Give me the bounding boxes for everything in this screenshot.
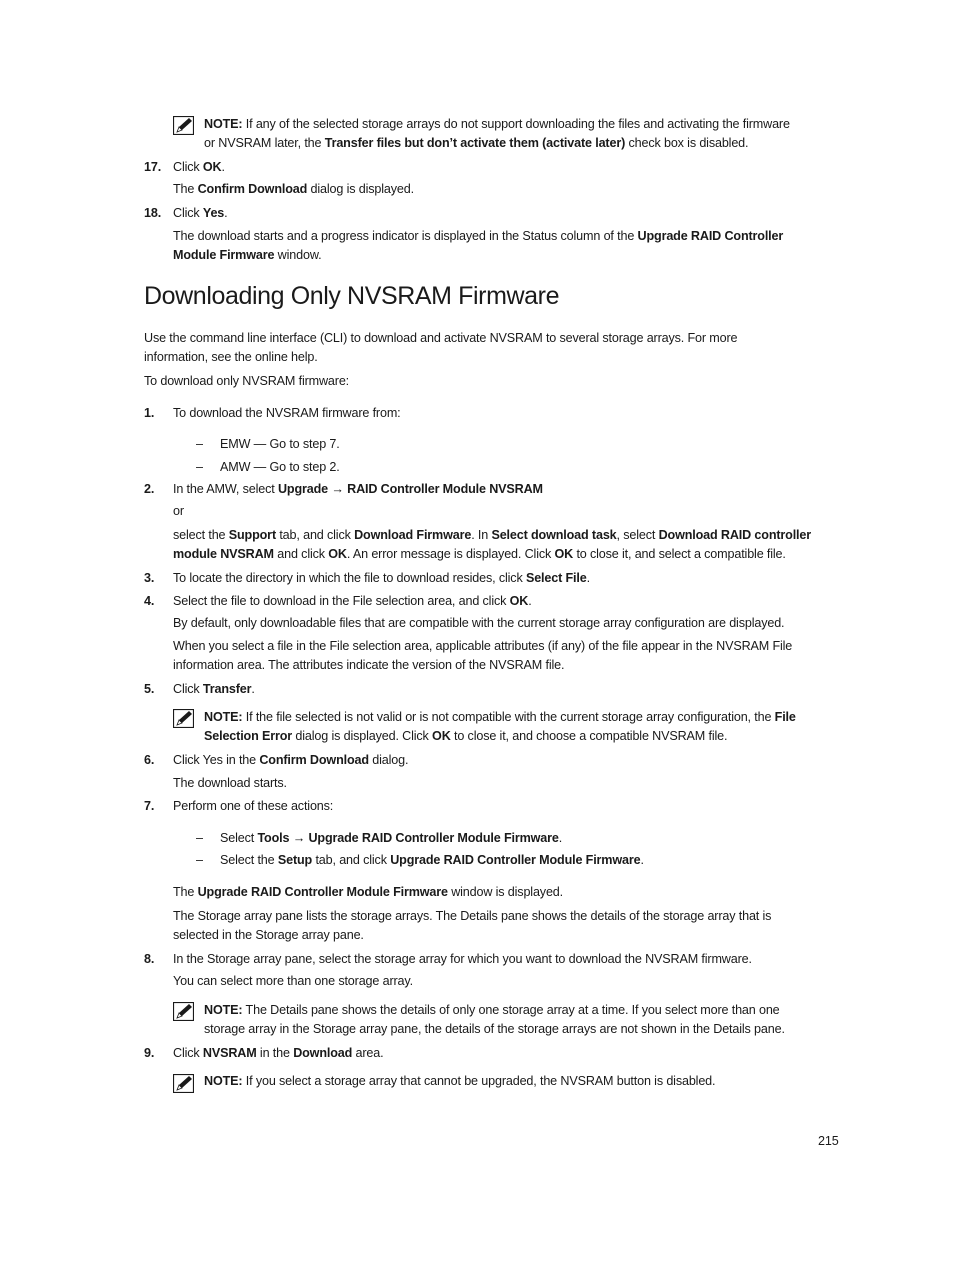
step-6-result: The download starts. [173, 776, 287, 790]
step-2-or: or [173, 504, 184, 518]
note-pencil-icon [173, 116, 194, 135]
note-pencil-icon [173, 1074, 194, 1093]
step-5-number: 5. [144, 682, 155, 696]
step-4-text: Select the file to download in the File selection area, and click OK. [173, 594, 532, 608]
step-4-number: 4. [144, 594, 155, 608]
note-1-line-1: NOTE: If any of the selected storage arrays do not support downloading the files and activating the firmware [204, 117, 790, 131]
step-7-number: 7. [144, 799, 155, 813]
step-7-para-line-2: selected in the Storage array pane. [173, 928, 364, 942]
note-2-line-2: Selection Error dialog is displayed. Click OK to close it, and choose a compatible NVSRAM file. [204, 729, 728, 743]
intro-line-2: information, see the online help. [144, 350, 318, 364]
step-18-result-line-2: Module Firmware window. [173, 248, 322, 262]
step-2-alt-line-1: select the Support tab, and click Download Firmware. In Select download task, select Download RAID controller [173, 528, 812, 542]
step-18-result-line-1: The download starts and a progress indicator is displayed in the Status column of the Upgrade RAID Controller [173, 229, 784, 243]
step-8-number: 8. [144, 952, 155, 966]
step-3-number: 3. [144, 571, 155, 585]
step-4-para-2-line-2: information area. The attributes indicate the version of the NVSRAM file. [173, 658, 565, 672]
step-2-number: 2. [144, 482, 155, 496]
step-8-text: In the Storage array pane, select the storage array for which you want to download the NVSRAM firmware. [173, 952, 752, 966]
step-4-para-2-line-1: When you select a file in the File selection area, applicable attributes (if any) of the file appear in the NVSRAM File [173, 639, 793, 653]
step-6-number: 6. [144, 753, 155, 767]
note-pencil-icon [173, 709, 194, 728]
step-1-option-emw: EMW — Go to step 7. [220, 437, 340, 451]
bullet-dash: – [196, 460, 203, 474]
note-1-line-2: or NVSRAM later, the Transfer files but don’t activate them (activate later) check box is disabled. [204, 136, 749, 150]
section-heading: Downloading Only NVSRAM Firmware [144, 282, 560, 310]
intro-line-3: To download only NVSRAM firmware: [144, 374, 350, 388]
bullet-dash: – [196, 437, 203, 451]
note-3-line-1: NOTE: The Details pane shows the details of only one storage array at a time. If you select more than one [204, 1003, 780, 1017]
step-18-text: Click Yes. [173, 206, 228, 220]
step-17-number: 17. [144, 160, 162, 174]
note-2-line-1: NOTE: If the file selected is not valid or is not compatible with the current storage array configuration, the File [204, 710, 796, 724]
step-7-para-line-1: The Storage array pane lists the storage arrays. The Details pane shows the details of the storage array that is [173, 909, 772, 923]
step-17-result: The Confirm Download dialog is displayed. [173, 182, 414, 196]
step-1-number: 1. [144, 406, 155, 420]
intro-line-1: Use the command line interface (CLI) to download and activate NVSRAM to several storage arrays. For more [144, 331, 738, 345]
step-18-number: 18. [144, 206, 162, 220]
step-7-text: Perform one of these actions: [173, 799, 334, 813]
step-3-text: To locate the directory in which the file to download resides, click Select File. [173, 571, 590, 585]
bullet-dash: – [196, 831, 203, 845]
step-17-text: Click OK. [173, 160, 225, 174]
step-5-text: Click Transfer. [173, 682, 255, 696]
step-2-text: In the AMW, select Upgrade → RAID Controller Module NVSRAM [173, 482, 543, 496]
bullet-dash: – [196, 853, 203, 867]
step-7-option-tools: Select Tools → Upgrade RAID Controller Module Firmware. [220, 831, 563, 845]
step-1-option-amw: AMW — Go to step 2. [220, 460, 340, 474]
step-9-text: Click NVSRAM in the Download area. [173, 1046, 384, 1060]
page-number: 215 [818, 1134, 839, 1148]
note-3-line-2: storage array in the Storage array pane, the details of the storage arrays are not shown in the Details pane. [204, 1022, 785, 1036]
step-6-text: Click Yes in the Confirm Download dialog. [173, 753, 409, 767]
step-7-result: The Upgrade RAID Controller Module Firmware window is displayed. [173, 885, 564, 899]
step-8-result: You can select more than one storage array. [173, 974, 413, 988]
step-9-number: 9. [144, 1046, 155, 1060]
step-4-para-1: By default, only downloadable files that are compatible with the current storage array configuration are displayed. [173, 616, 785, 630]
step-7-option-setup: Select the Setup tab, and click Upgrade RAID Controller Module Firmware. [220, 853, 644, 867]
step-2-alt-line-2: module NVSRAM and click OK. An error message is displayed. Click OK to close it, and select a compatible file. [173, 547, 786, 561]
step-1-text: To download the NVSRAM firmware from: [173, 406, 401, 420]
note-4-line-1: NOTE: If you select a storage array that cannot be upgraded, the NVSRAM button is disabled. [204, 1074, 716, 1088]
note-pencil-icon [173, 1002, 194, 1021]
